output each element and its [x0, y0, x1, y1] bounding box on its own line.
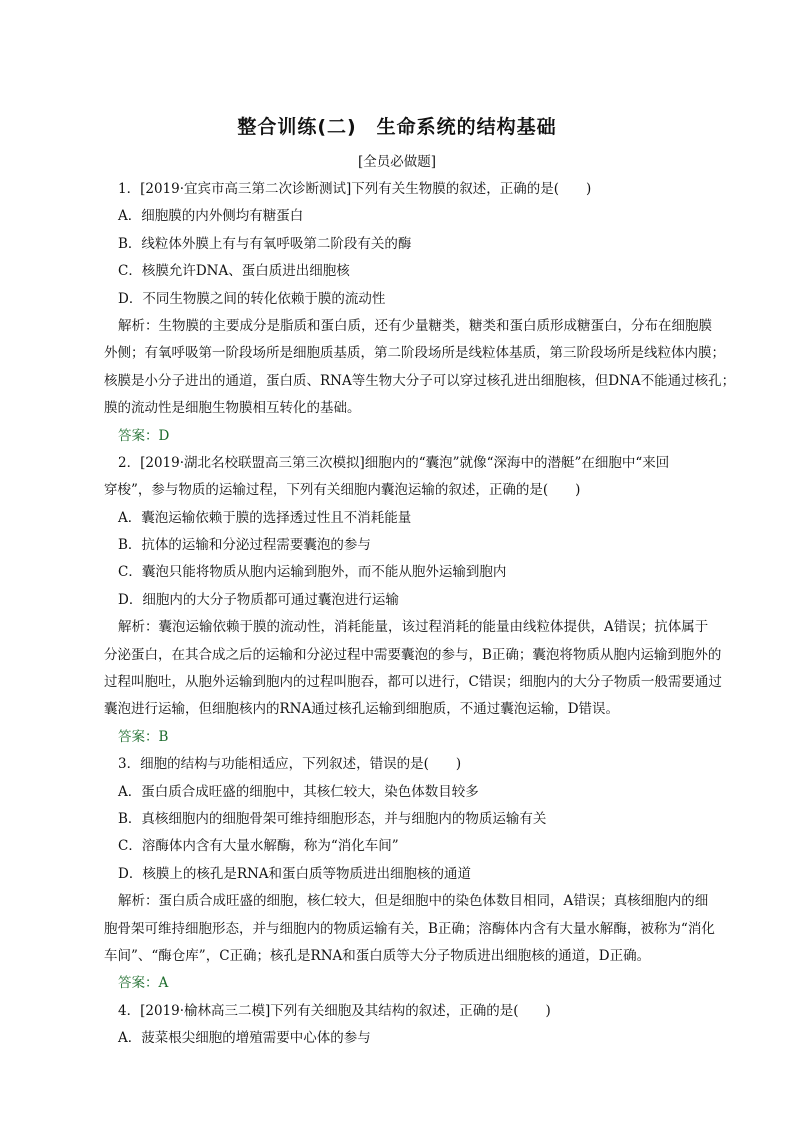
option-a: A．菠菜根尖细胞的增殖需要中心体的参与: [118, 1030, 371, 1047]
page-title: 整合训练(二) 生命系统的结构基础: [237, 116, 557, 138]
explanation-line: 解析：囊泡运输依赖于膜的流动性，消耗能量，该过程消耗的能量由线粒体提供，A错误；抗体属于: [118, 619, 709, 636]
question-stem: 1．[2019·宜宾市高三第二次诊断测试]下列有关生物膜的叙述，正确的是( ): [118, 181, 592, 197]
question-stem: 穿梭”，参与物质的运输过程，下列有关细胞内囊泡运输的叙述，正确的是( ): [104, 482, 581, 499]
option-c: C．囊泡只能将物质从胞内运输到胞外，而不能从胞外运输到胞内: [118, 564, 507, 581]
section-subtitle: [全员必做题]: [357, 154, 437, 170]
explanation-line: 过程叫胞吐，从胞外运输到胞内的过程叫胞吞，都可以进行，C错误；细胞内的大分子物质一般需要通过: [104, 674, 722, 691]
explanation-line: 车间”、“酶仓库”，C正确；核孔是RNA和蛋白质等大分子物质进出细胞核的通道，D正确。: [104, 947, 651, 964]
explanation-line: 囊泡进行运输，但细胞核内的RNA通过核孔运输到细胞质，不通过囊泡运输，D错误。: [104, 701, 620, 718]
explanation-line: 外侧；有氧呼吸第一阶段场所是细胞质基质，第二阶段场所是线粒体基质，第三阶段场所是线粒体内膜；: [104, 345, 725, 362]
option-b: B．线粒体外膜上有与有氧呼吸第二阶段有关的酶: [118, 235, 412, 252]
explanation-line: 解析：蛋白质合成旺盛的细胞，核仁较大，但是细胞中的染色体数目相同，A错误；真核细胞内的细: [118, 893, 709, 910]
option-a: A．蛋白质合成旺盛的细胞中，其核仁较大，染色体数目较多: [118, 783, 479, 800]
question-block: [104, 450, 720, 751]
option-d: D．核膜上的核孔是RNA和蛋白质等物质进出细胞核的通道: [118, 865, 472, 882]
explanation-line: 分泌蛋白，在其合成之后的运输和分泌过程中需要囊泡的参与，B正确；囊泡将物质从胞内运输到胞外的: [104, 646, 722, 663]
question-list: [104, 176, 736, 1053]
question-stem: 4．[2019·榆林高三二模]下列有关细胞及其结构的叙述，正确的是( ): [118, 1002, 551, 1019]
option-a: A．囊泡运输依赖于膜的选择透过性且不消耗能量: [118, 509, 412, 526]
option-a: A．细胞膜的内外侧均有糖蛋白: [118, 208, 304, 225]
question-block: [104, 998, 720, 1053]
explanation-line: 膜的流动性是细胞生物膜相互转化的基础。: [104, 400, 361, 417]
answer-line: 答案：D: [118, 427, 170, 444]
explanation-line: 胞骨架可维持细胞形态，并与细胞内的物质运输有关，B正确；溶酶体内含有大量水解酶，被称为“消化: [104, 920, 715, 937]
question-stem: 3．细胞的结构与功能相适应，下列叙述，错误的是( ): [118, 756, 462, 773]
option-b: B．真核细胞内的细胞骨架可维持细胞形态，并与细胞内的物质运输有关: [118, 810, 547, 827]
option-d: D．细胞内的大分子物质都可通过囊泡进行运输: [118, 591, 399, 608]
explanation-line: 核膜是小分子进出的通道，蛋白质、RNA等生物大分子可以穿过核孔进出细胞核，但DNA不能通过核孔；: [104, 372, 736, 389]
answer-line: 答案：B: [118, 728, 169, 745]
answer-line: 答案：A: [118, 975, 169, 992]
option-b: B．抗体的运输和分泌过程需要囊泡的参与: [118, 537, 371, 554]
question-block: [104, 751, 720, 998]
question-stem: 2．[2019·湖北名校联盟高三第三次模拟]细胞内的“囊泡”就像“深海中的潜艇”在细胞中“来回: [118, 454, 670, 471]
option-c: C．溶酶体内含有大量水解酶，称为“消化车间”: [118, 838, 399, 855]
question-block: [104, 176, 736, 450]
option-d: D．不同生物膜之间的转化依赖于膜的流动性: [118, 290, 386, 307]
option-c: C．核膜允许DNA、蛋白质进出细胞核: [118, 263, 350, 280]
explanation-line: 解析：生物膜的主要成分是脂质和蛋白质，还有少量糖类，糖类和蛋白质形成糖蛋白，分布在细胞膜: [118, 317, 712, 334]
